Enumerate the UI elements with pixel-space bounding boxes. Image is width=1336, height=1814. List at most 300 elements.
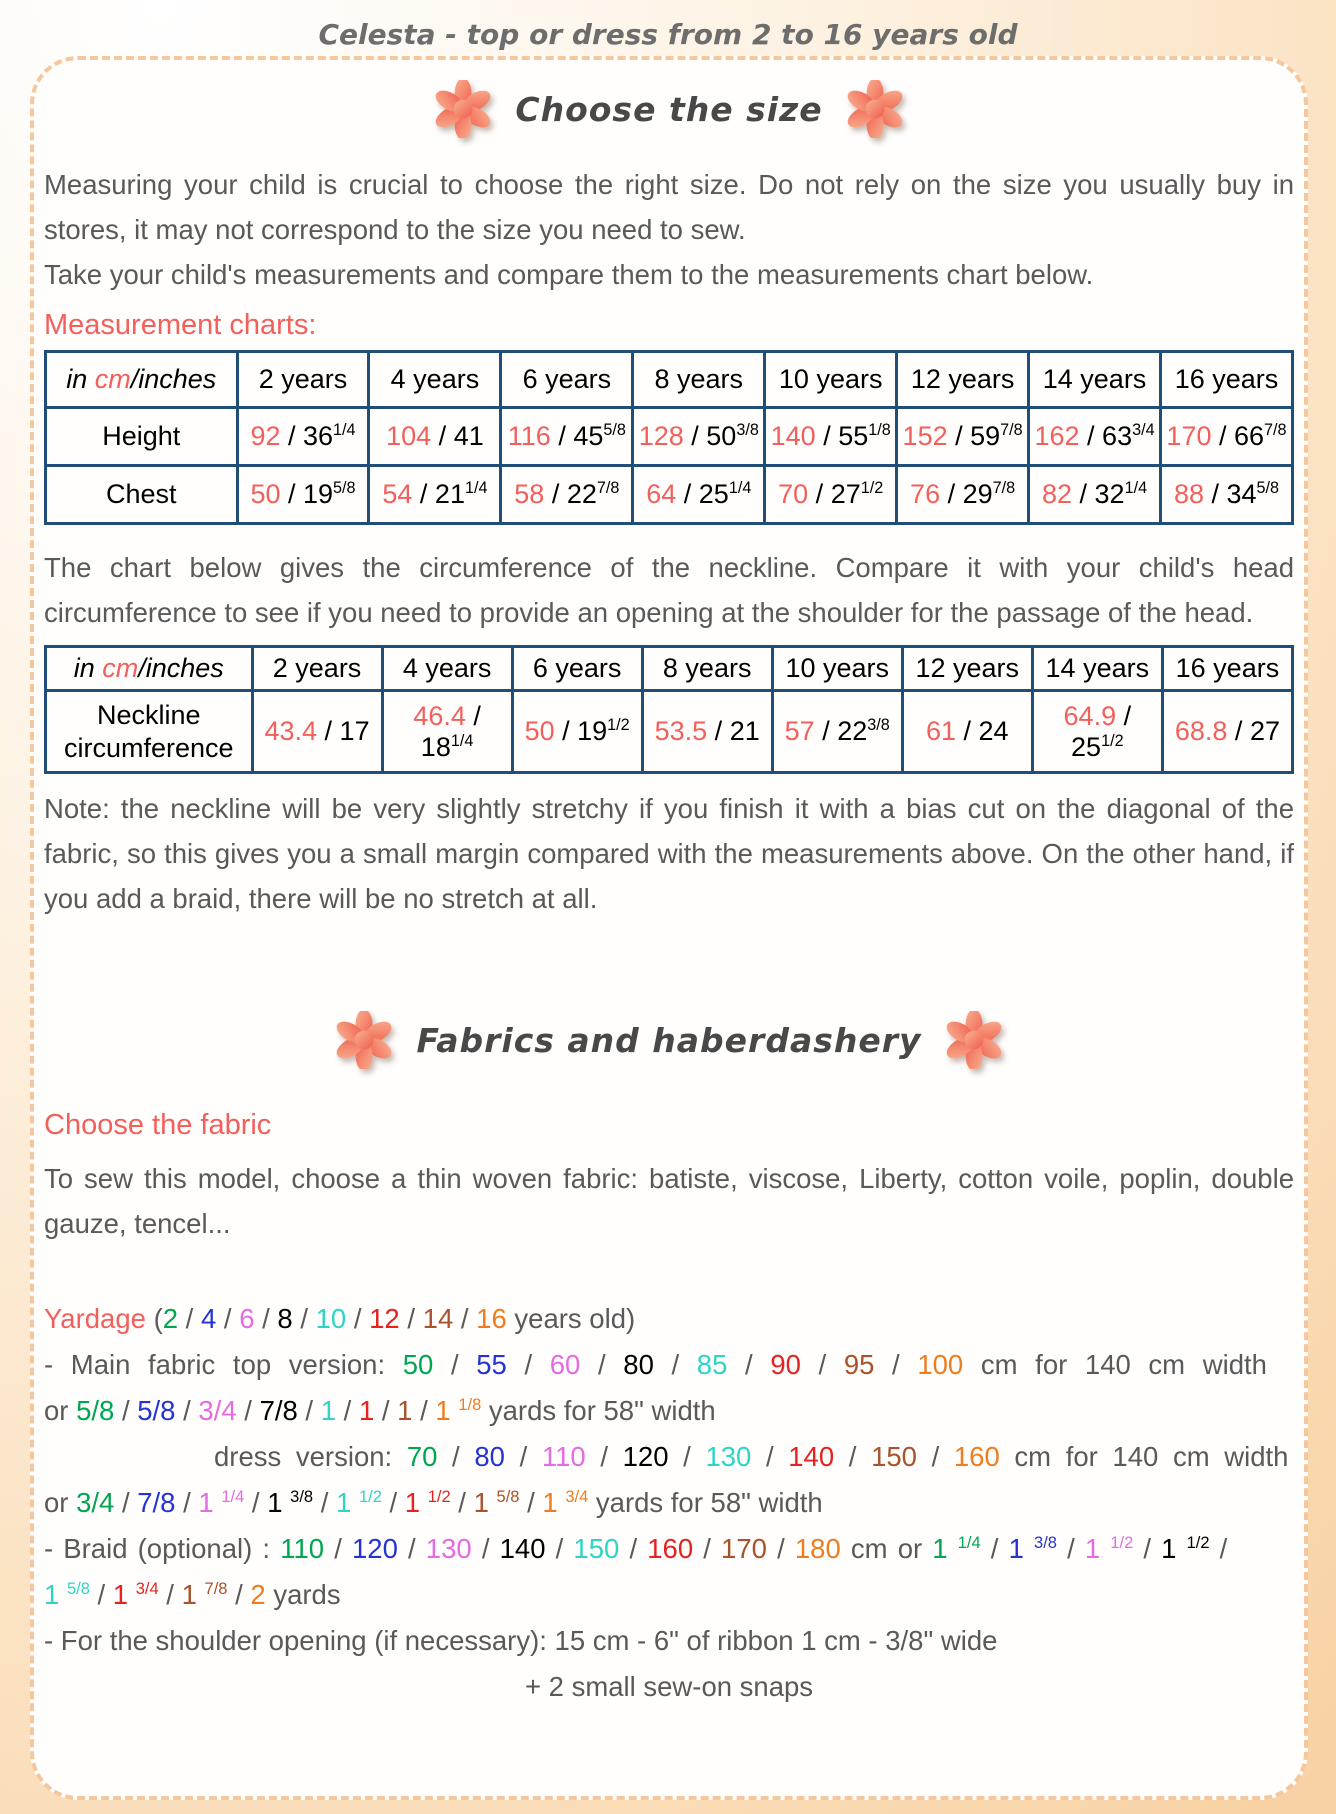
text-segment: 50 xyxy=(706,421,737,451)
text-segment: / xyxy=(550,421,574,451)
text-segment: / xyxy=(158,1579,182,1610)
text-segment: - Main fabric top version: xyxy=(44,1349,403,1380)
text-segment: circumference xyxy=(63,732,234,763)
text-segment: / xyxy=(668,1441,706,1472)
text-segment: / xyxy=(1209,1533,1228,1564)
text-segment: yards for 58" width xyxy=(588,1487,823,1518)
measurement-cell xyxy=(1032,691,1162,773)
text-segment: 6 xyxy=(239,1303,255,1334)
fraction: 3/8 xyxy=(736,421,759,439)
text-segment: + 2 small sew-on snaps xyxy=(524,1671,814,1702)
text-segment: 60 xyxy=(549,1349,581,1380)
text-segment: / xyxy=(815,421,839,451)
text-segment: 55 xyxy=(476,1349,507,1380)
text-segment: 150 xyxy=(871,1441,917,1472)
text-segment: 120 xyxy=(351,1533,398,1564)
text-segment: 128 xyxy=(638,421,684,451)
row-label-cell xyxy=(46,691,253,773)
text-segment: / xyxy=(727,1349,771,1380)
choose-size-heading xyxy=(44,80,1294,138)
yardage-line xyxy=(44,1480,1294,1526)
measurement-cell xyxy=(633,408,765,466)
text-segment: 1/4 xyxy=(957,1533,981,1552)
text-segment: / xyxy=(450,1487,474,1518)
text-segment: 90 xyxy=(770,1349,801,1380)
table-year-header: 14 years xyxy=(1032,647,1162,691)
text-segment: 92 xyxy=(250,421,281,451)
text-segment: / xyxy=(346,1303,370,1334)
text-segment: yards for 58" width xyxy=(481,1395,716,1426)
text-segment: / xyxy=(412,1395,436,1426)
measurement-cell xyxy=(765,408,897,466)
text-segment: 36 xyxy=(303,421,334,451)
yardage-line xyxy=(44,1296,1294,1342)
section-title-fabrics: Fabrics and haberdashery xyxy=(416,1020,922,1060)
fraction: 1/8 xyxy=(868,421,891,439)
measurement-cell xyxy=(1161,408,1293,466)
table-corner-cell xyxy=(46,647,253,691)
text-segment: 12 xyxy=(369,1303,400,1334)
text-segment: 64.9 xyxy=(1063,700,1117,731)
text-segment: 22 xyxy=(837,716,868,746)
text-segment: / xyxy=(399,1303,423,1334)
text-segment: / xyxy=(216,1303,240,1334)
text-segment: 1 xyxy=(1084,1533,1111,1564)
fabrics-heading xyxy=(44,1011,1294,1069)
text-segment: 116 xyxy=(507,421,551,451)
text-segment: - Braid (optional) : xyxy=(44,1533,281,1564)
text-segment: 5/8 xyxy=(76,1395,115,1426)
measurement-cell xyxy=(237,466,369,524)
measurement-cell xyxy=(1162,691,1292,773)
text-segment: in xyxy=(66,364,95,394)
measurement-cell xyxy=(501,466,633,524)
table-row xyxy=(46,466,1293,524)
text-segment: 10 xyxy=(315,1303,347,1334)
neckline-table xyxy=(44,645,1294,774)
flower-icon xyxy=(946,1011,1002,1069)
text-segment: 24 xyxy=(978,716,1009,746)
text-segment: or xyxy=(44,1487,77,1518)
text-segment: 7/8 xyxy=(259,1395,298,1426)
table-year-header: 2 years xyxy=(237,352,369,408)
yardage-line xyxy=(214,1434,1294,1480)
note-paragraph: Note: the neckline will be very slightly stretchy if you finish it with a bias cut on the diagonal of the fabric, so this gives you a small margin compared with the measurements above. On the other hand, if you add a braid, there will be no stretch at all. xyxy=(44,793,1294,914)
text-segment: 3/4 xyxy=(76,1487,115,1518)
text-segment: 100 xyxy=(917,1349,964,1380)
yardage-section xyxy=(44,1296,1294,1710)
text-segment: 3/4 xyxy=(565,1487,589,1506)
text-segment: / xyxy=(178,1303,201,1334)
text-segment: / xyxy=(707,716,730,746)
text-segment: 1 xyxy=(320,1395,337,1426)
text-segment: 162 xyxy=(1034,421,1080,451)
text-segment: 1/2 xyxy=(427,1487,451,1506)
measurement-cell xyxy=(252,691,382,773)
text-segment: / xyxy=(374,1395,398,1426)
measurement-cell xyxy=(1029,408,1161,466)
text-segment: / xyxy=(554,716,578,746)
text-segment: 1 xyxy=(336,1487,359,1518)
text-segment: 104 xyxy=(386,421,432,451)
measurement-cell xyxy=(897,466,1029,524)
text-segment: 140 xyxy=(499,1533,546,1564)
text-segment: yards xyxy=(265,1579,341,1610)
text-segment: 1 xyxy=(542,1487,566,1518)
text-segment: / xyxy=(1211,421,1234,451)
table-head xyxy=(46,352,1293,408)
text-segment: 152 xyxy=(902,421,948,451)
table-year-header: 16 years xyxy=(1161,352,1293,408)
text-segment: 1 xyxy=(198,1487,222,1518)
neckline-paragraph: The chart below gives the circumference of the neckline. Compare it with your child's head circumference to see if you need to provide an opening at the shoulder for the passage of the head. xyxy=(44,552,1294,628)
text-segment: / xyxy=(956,716,979,746)
text-segment: 17 xyxy=(339,716,370,746)
section-title-choose-size: Choose the size xyxy=(515,89,823,129)
text-segment: / xyxy=(504,1441,542,1472)
table-header-row xyxy=(46,647,1293,691)
text-segment: / xyxy=(236,1395,260,1426)
text-segment: 68.8 xyxy=(1174,716,1228,746)
text-segment: 16 xyxy=(476,1303,507,1334)
text-segment: - For the shoulder opening (if necessary): 15 cm - 6" of ribbon 1 cm - 3/8" wide xyxy=(44,1625,998,1656)
text-segment: 150 xyxy=(573,1533,620,1564)
text-segment: 45 xyxy=(573,421,604,451)
text-segment: / xyxy=(808,479,831,509)
text-segment: 27 xyxy=(1249,716,1280,746)
measurement-cell xyxy=(1029,466,1161,524)
text-segment: 18 xyxy=(420,731,451,762)
text-segment: / xyxy=(800,1349,844,1380)
text-segment: 1 xyxy=(1161,1533,1187,1564)
text-segment: 50 xyxy=(250,479,281,509)
text-segment: / xyxy=(336,1395,359,1426)
text-segment: / xyxy=(940,479,963,509)
text-segment: / xyxy=(317,716,340,746)
text-segment: / xyxy=(580,1349,624,1380)
text-segment: 3/8 xyxy=(1034,1533,1057,1552)
text-segment: / xyxy=(947,421,971,451)
measurement-cell xyxy=(765,466,897,524)
table-year-header: 8 years xyxy=(633,352,765,408)
measurement-cell xyxy=(642,691,772,773)
table-body xyxy=(46,408,1293,524)
text-segment: / xyxy=(453,1303,477,1334)
fraction: 3/8 xyxy=(867,716,890,734)
text-segment: 1 xyxy=(435,1395,459,1426)
fraction: 3/4 xyxy=(1132,421,1155,439)
text-segment: 57 xyxy=(784,716,815,746)
measurement-cell xyxy=(369,408,501,466)
text-segment: 21 xyxy=(434,479,465,509)
fraction: 1/2 xyxy=(1101,731,1124,750)
text-segment: / xyxy=(175,1487,199,1518)
text-segment: / xyxy=(1079,421,1103,451)
text-segment: 8 xyxy=(277,1303,293,1334)
text-segment: / xyxy=(751,1441,789,1472)
text-segment: 76 xyxy=(910,479,941,509)
text-segment: 4 xyxy=(200,1303,217,1334)
text-segment: /inches xyxy=(138,653,224,683)
table-year-header: 10 years xyxy=(765,352,897,408)
text-segment: 25 xyxy=(1071,731,1102,762)
text-segment: 1 xyxy=(1008,1533,1035,1564)
text-segment: 170 xyxy=(721,1533,767,1564)
text-segment: 1 xyxy=(44,1579,67,1610)
fraction: 1/2 xyxy=(607,716,630,734)
text-segment: 95 xyxy=(843,1349,875,1380)
text-segment: 7/8 xyxy=(204,1579,228,1598)
text-segment: / xyxy=(114,1487,138,1518)
text-segment: / xyxy=(693,1533,722,1564)
table-head xyxy=(46,647,1293,691)
text-segment: 70 xyxy=(406,1441,438,1472)
measurement-cell xyxy=(902,691,1032,773)
table-body xyxy=(46,691,1293,773)
text-segment: / xyxy=(1227,716,1250,746)
measurement-cell xyxy=(897,408,1029,466)
text-segment: 1 xyxy=(397,1395,413,1426)
text-segment: 2 xyxy=(162,1303,179,1334)
text-segment: / xyxy=(431,421,454,451)
text-segment: 53.5 xyxy=(654,716,708,746)
text-segment: 1/2 xyxy=(358,1487,382,1506)
table-year-header: 8 years xyxy=(642,647,772,691)
text-segment: / xyxy=(381,1487,405,1518)
text-segment: 160 xyxy=(953,1441,1000,1472)
text-segment: / xyxy=(280,421,303,451)
fraction: 5/8 xyxy=(333,479,356,497)
text-segment: 19 xyxy=(303,479,334,509)
fraction: 5/8 xyxy=(1256,479,1280,497)
text-segment: 120 xyxy=(622,1441,669,1472)
text-segment: 22 xyxy=(566,479,597,509)
text-segment: 5/8 xyxy=(66,1579,90,1598)
text-segment: /inches xyxy=(130,364,217,394)
measurement-cell xyxy=(382,691,512,773)
text-segment: / xyxy=(465,700,481,731)
text-segment: 170 xyxy=(1166,421,1212,451)
fraction: 1/4 xyxy=(333,421,356,439)
text-segment: / xyxy=(244,1487,268,1518)
table-year-header: 6 years xyxy=(501,352,633,408)
yardage-line xyxy=(44,1572,1294,1618)
measurement-table xyxy=(44,350,1294,525)
text-segment: 29 xyxy=(962,479,993,509)
fraction: 1/2 xyxy=(860,479,884,497)
yardage-line xyxy=(44,1526,1294,1572)
text-segment: 64 xyxy=(646,479,677,509)
yardage-line xyxy=(44,1388,1294,1434)
table-year-header: 12 years xyxy=(902,647,1032,691)
text-segment: 80 xyxy=(623,1349,654,1380)
text-segment: 5/8 xyxy=(496,1487,520,1506)
text-segment: 32 xyxy=(1094,479,1125,509)
text-segment: 180 xyxy=(794,1533,841,1564)
text-segment: 3/4 xyxy=(135,1579,159,1598)
table-year-header: 4 years xyxy=(382,647,512,691)
text-segment: 1/4 xyxy=(221,1487,245,1506)
text-segment: 25 xyxy=(698,479,729,509)
text-segment: / xyxy=(254,1303,278,1334)
text-segment: 50 xyxy=(524,716,555,746)
text-segment: / xyxy=(544,479,567,509)
text-segment: 130 xyxy=(425,1533,472,1564)
text-segment: / xyxy=(297,1395,321,1426)
text-segment: cm xyxy=(102,653,139,683)
text-segment: / xyxy=(834,1441,872,1472)
yardage-line xyxy=(44,1342,1294,1388)
flower-icon xyxy=(336,1011,392,1069)
table-year-header: 16 years xyxy=(1162,647,1292,691)
text-segment: 34 xyxy=(1226,479,1257,509)
text-segment: 1 xyxy=(112,1579,136,1610)
text-segment: cm or xyxy=(840,1533,933,1564)
fraction: 7/8 xyxy=(596,479,620,497)
text-segment: dress version: xyxy=(214,1441,407,1472)
text-segment: 54 xyxy=(382,479,413,509)
text-segment: 50 xyxy=(402,1349,434,1380)
text-segment: 46.4 xyxy=(413,700,466,731)
text-segment: in xyxy=(73,653,103,683)
fraction: 7/8 xyxy=(992,479,1016,497)
table-year-header: 14 years xyxy=(1029,352,1161,408)
table-year-header: 6 years xyxy=(512,647,642,691)
text-segment: / xyxy=(506,1349,550,1380)
text-segment: or xyxy=(44,1395,77,1426)
choose-fabric-heading: Choose the fabric xyxy=(44,1109,272,1141)
text-segment: / xyxy=(412,479,435,509)
text-segment: 70 xyxy=(778,479,809,509)
table-corner-cell xyxy=(46,352,238,408)
table-year-header: 2 years xyxy=(252,647,382,691)
text-segment: 27 xyxy=(830,479,861,509)
text-segment: 3/8 xyxy=(290,1487,314,1506)
text-segment: / xyxy=(619,1533,648,1564)
text-segment: 63 xyxy=(1102,421,1133,451)
text-segment: 1 xyxy=(404,1487,428,1518)
text-segment: / xyxy=(114,1395,138,1426)
table-row xyxy=(46,408,1293,466)
text-segment: cm xyxy=(94,364,131,394)
text-segment: / xyxy=(585,1441,623,1472)
text-segment: 1 xyxy=(358,1395,375,1426)
flower-icon xyxy=(435,80,491,138)
text-segment: 82 xyxy=(1041,479,1073,509)
table-year-header: 12 years xyxy=(897,352,1029,408)
text-segment: 1 xyxy=(267,1487,291,1518)
text-segment: / xyxy=(313,1487,336,1518)
text-segment: / xyxy=(545,1533,574,1564)
text-segment: cm for 140 cm width xyxy=(963,1349,1267,1380)
text-segment: 80 xyxy=(474,1441,505,1472)
text-segment: / xyxy=(397,1533,426,1564)
text-segment: 21 xyxy=(729,716,760,746)
text-segment: / xyxy=(916,1441,954,1472)
text-segment: 14 xyxy=(422,1303,454,1334)
text-segment: / xyxy=(766,1533,795,1564)
text-segment: / xyxy=(683,421,707,451)
text-segment: / xyxy=(1203,479,1227,509)
text-segment: / xyxy=(676,479,699,509)
text-segment: years old) xyxy=(506,1303,636,1334)
page-title: Celesta - top or dress from 2 to 16 years old xyxy=(318,18,1018,51)
text-segment: / xyxy=(980,1533,1009,1564)
text-segment: 58 xyxy=(514,479,545,509)
text-segment: 130 xyxy=(705,1441,752,1472)
yardage-line xyxy=(44,1664,1294,1710)
fraction: 1/4 xyxy=(464,479,488,497)
content-box xyxy=(30,56,1308,1800)
text-segment: 19 xyxy=(577,716,608,746)
text-segment: 41 xyxy=(453,421,484,451)
text-segment: / xyxy=(519,1487,543,1518)
text-segment: / xyxy=(814,716,838,746)
text-segment: Yardage xyxy=(44,1303,154,1334)
text-segment: 88 xyxy=(1173,479,1204,509)
intro-paragraph-2: Take your child's measurements and compare them to the measurements chart below. xyxy=(44,259,1094,290)
measurement-charts-heading: Measurement charts: xyxy=(44,309,317,341)
text-segment: / xyxy=(1072,479,1095,509)
text-segment: 55 xyxy=(838,421,869,451)
text-segment: 1 xyxy=(473,1487,497,1518)
text-segment: / xyxy=(1133,1533,1162,1564)
text-segment: 5/8 xyxy=(137,1395,176,1426)
fraction: 7/8 xyxy=(1000,421,1023,439)
text-segment: / xyxy=(324,1533,352,1564)
text-segment: 7/8 xyxy=(137,1487,176,1518)
text-segment: 85 xyxy=(696,1349,728,1380)
text-segment: / xyxy=(227,1579,251,1610)
text-segment: 59 xyxy=(970,421,1001,451)
measurement-cell xyxy=(501,408,633,466)
text-segment: / xyxy=(89,1579,113,1610)
text-segment: / xyxy=(437,1441,475,1472)
text-segment: / xyxy=(433,1349,477,1380)
measurement-cell xyxy=(772,691,902,773)
measurement-cell xyxy=(237,408,369,466)
text-segment: 66 xyxy=(1234,421,1265,451)
table-year-header: 10 years xyxy=(772,647,902,691)
text-segment: 1 xyxy=(181,1579,205,1610)
table-header-row xyxy=(46,352,1293,408)
text-segment: 140 xyxy=(770,421,816,451)
table-row xyxy=(46,691,1293,773)
intro-paragraph-1: Measuring your child is crucial to choose the right size. Do not rely on the size you usually buy in stores, it may not correspond to the size you need to sew. xyxy=(44,169,1294,245)
yardage-line xyxy=(44,1618,1294,1664)
text-segment: / xyxy=(280,479,303,509)
text-segment: 110 xyxy=(541,1441,586,1472)
fraction: 5/8 xyxy=(603,421,626,439)
text-segment: 1/2 xyxy=(1186,1533,1210,1552)
row-label-cell: Height xyxy=(46,408,238,466)
fraction: 1/4 xyxy=(1124,479,1148,497)
text-segment: / xyxy=(1056,1533,1085,1564)
measurement-cell xyxy=(1161,466,1293,524)
text-segment: / xyxy=(1116,700,1132,731)
text-segment: 2 xyxy=(250,1579,266,1610)
row-label-cell: Chest xyxy=(46,466,238,524)
flower-icon xyxy=(847,80,903,138)
text-segment: 61 xyxy=(925,716,957,746)
text-segment: 1 xyxy=(932,1533,958,1564)
text-segment: / xyxy=(175,1395,199,1426)
text-segment: 43.4 xyxy=(264,716,318,746)
text-segment: 110 xyxy=(280,1533,325,1564)
text-segment: / xyxy=(292,1303,316,1334)
text-segment: 140 xyxy=(788,1441,835,1472)
text-segment: ( xyxy=(153,1303,163,1334)
